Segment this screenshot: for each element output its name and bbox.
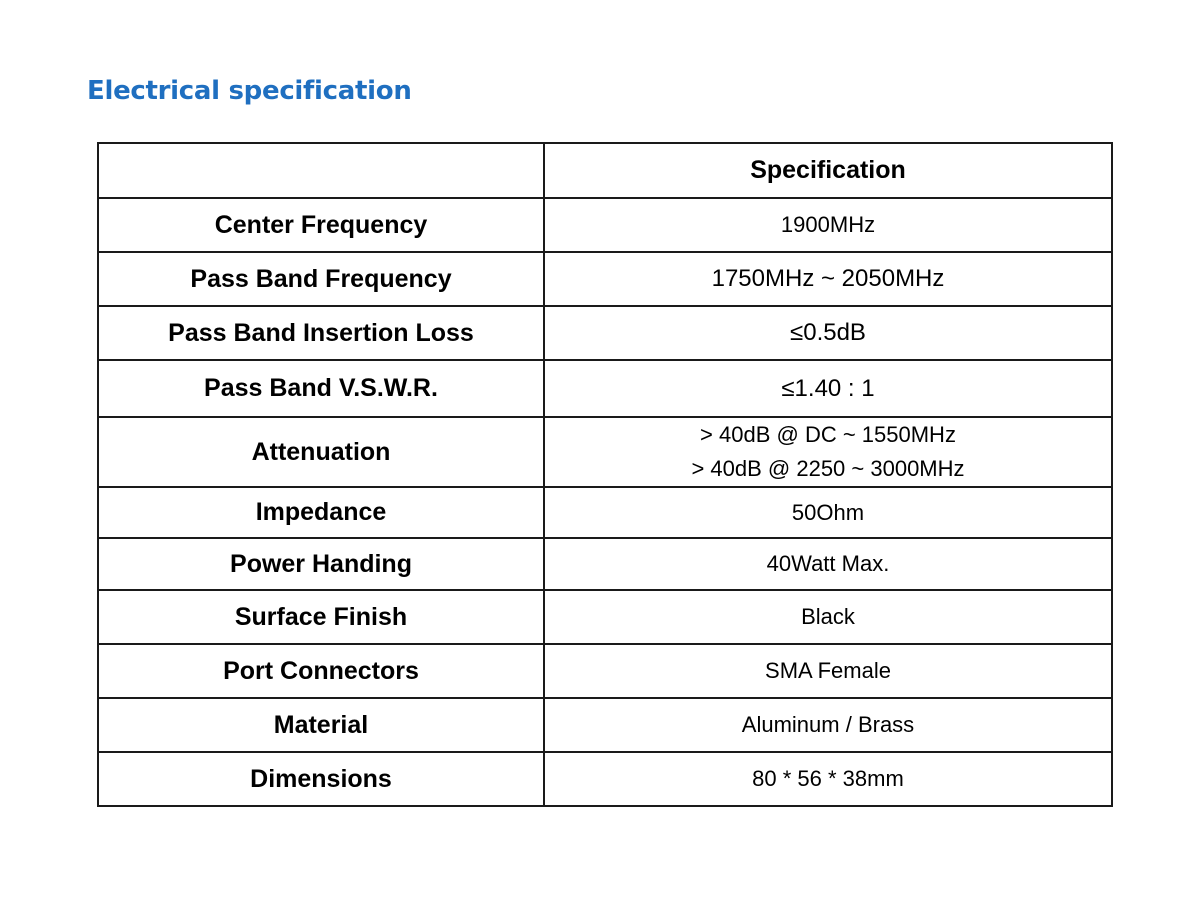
table-row bbox=[98, 590, 1112, 644]
param-cell: Material bbox=[98, 698, 544, 752]
table-header-row bbox=[98, 143, 1112, 198]
param-cell: Impedance bbox=[98, 487, 544, 538]
table-row bbox=[98, 360, 1112, 417]
table-row bbox=[98, 752, 1112, 806]
value-cell: 1750MHz ~ 2050MHz bbox=[544, 252, 1112, 306]
table-row bbox=[98, 252, 1112, 306]
table-row bbox=[98, 306, 1112, 360]
param-cell: Surface Finish bbox=[98, 590, 544, 644]
value-cell: ≤0.5dB bbox=[544, 306, 1112, 360]
table-row bbox=[98, 487, 1112, 538]
param-cell: Center Frequency bbox=[98, 198, 544, 252]
param-cell: Pass Band Insertion Loss bbox=[98, 306, 544, 360]
table-row bbox=[98, 417, 1112, 487]
table-row bbox=[98, 698, 1112, 752]
param-cell: Power Handing bbox=[98, 538, 544, 590]
header-cell-specification: Specification bbox=[544, 143, 1112, 198]
value-cell: 50Ohm bbox=[544, 487, 1112, 538]
param-cell: Pass Band V.S.W.R. bbox=[98, 360, 544, 417]
value-cell: 40Watt Max. bbox=[544, 538, 1112, 590]
param-cell: Dimensions bbox=[98, 752, 544, 806]
param-cell: Pass Band Frequency bbox=[98, 252, 544, 306]
header-cell-parameter bbox=[98, 143, 544, 198]
spec-table bbox=[97, 142, 1113, 807]
value-cell bbox=[544, 417, 1112, 487]
table-row bbox=[98, 538, 1112, 590]
page-title: Electrical specification bbox=[87, 76, 412, 106]
value-cell: Black bbox=[544, 590, 1112, 644]
value-line: > 40dB @ 2250 ~ 3000MHz bbox=[691, 456, 965, 481]
table-row bbox=[98, 644, 1112, 698]
param-cell: Port Connectors bbox=[98, 644, 544, 698]
param-cell: Attenuation bbox=[98, 417, 544, 487]
value-cell: ≤1.40 : 1 bbox=[544, 360, 1112, 417]
table-row bbox=[98, 198, 1112, 252]
value-line: > 40dB @ DC ~ 1550MHz bbox=[700, 422, 956, 447]
value-cell: 80 * 56 * 38mm bbox=[544, 752, 1112, 806]
value-cell: Aluminum / Brass bbox=[544, 698, 1112, 752]
value-cell: SMA Female bbox=[544, 644, 1112, 698]
value-cell: 1900MHz bbox=[544, 198, 1112, 252]
